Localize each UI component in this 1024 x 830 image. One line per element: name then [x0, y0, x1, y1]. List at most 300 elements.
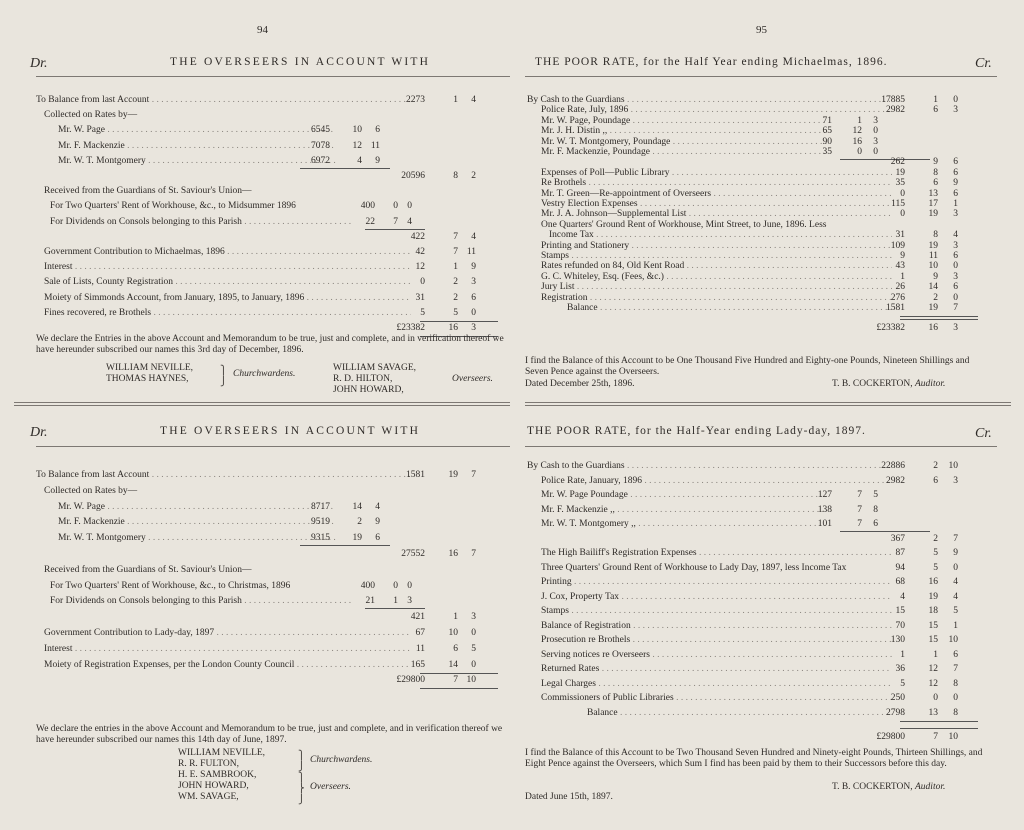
ledger-item-label: Mr. W. T. Montgomery ,, . . . — [541, 518, 827, 530]
ledger-item-label: Received from the Guardians of St. Saviour's Union— — [44, 186, 252, 197]
amount-pounds: 15 — [895, 606, 905, 616]
amount-shillings: 6 — [933, 105, 938, 116]
subtotal-amount-pence: 9 — [375, 517, 380, 528]
amount-pence: 7 — [471, 549, 476, 559]
ledger-item-label: Interest . . . — [44, 261, 411, 273]
subtotal-amount-pounds: 9519 — [311, 517, 330, 528]
amount-pence: 7 — [953, 664, 958, 674]
ledger-item-label: G. C. Whiteley, Esq. (Fees, &c.) . . . — [541, 271, 892, 283]
amount-pounds: 262 — [890, 157, 905, 168]
subtotal-amount-shillings: 12 — [352, 140, 362, 151]
ledger-item-label: Mr. W. Page . . . — [58, 124, 336, 136]
amount-pounds: £23382 — [876, 323, 905, 334]
amount-pounds: 87 — [895, 548, 905, 558]
subtotal-rule — [365, 229, 425, 230]
section1-churchwardens — [106, 363, 193, 385]
ledger-item-label: Police Rate, January, 1896 . . . — [541, 475, 892, 487]
amount-pounds: 12 — [415, 262, 425, 273]
amount-pence: 10 — [466, 675, 476, 686]
subtotal-amount-pence: 6 — [375, 125, 380, 136]
ledger-item-label: For Dividends on Consols belonging to this Parish . . . — [50, 595, 351, 607]
amount-pounds: 68 — [895, 577, 905, 587]
total-rule — [900, 728, 978, 729]
total-rule — [900, 319, 978, 320]
amount-shillings: 10 — [928, 261, 938, 272]
ledger-item-label: Fines recovered, re Brothels . . . — [44, 307, 411, 319]
subtotal-amount-shillings: 12 — [852, 126, 862, 137]
amount-pounds: 26 — [895, 282, 905, 293]
section2-header — [0, 421, 1024, 441]
amount-shillings: 8 — [933, 230, 938, 241]
brace-icon: ⎫ ⎭ — [298, 750, 305, 771]
amount-shillings: 1 — [453, 262, 458, 273]
churchwarden-name: R. R. FULTON, — [178, 759, 239, 769]
amount-pence: 3 — [471, 277, 476, 288]
page-number-left: 94 — [257, 24, 268, 36]
overseer-name: H. E. SAMBROOK, — [178, 770, 257, 780]
amount-pence: 6 — [953, 188, 958, 199]
ledger-item-label: To Balance from last Account . . . — [36, 94, 411, 106]
subtotal-amount-pence: 4 — [407, 216, 412, 227]
ledger-item-label: Mr. F. Mackenzie ,, . . . — [541, 504, 827, 516]
amount-pence: 10 — [948, 732, 958, 742]
section1-auditor-date: Dated December 25th, 1896. — [525, 379, 635, 389]
subtotal-amount-pence: 6 — [375, 533, 380, 544]
amount-shillings: 2 — [933, 461, 938, 471]
amount-pence: 4 — [953, 591, 958, 602]
amount-shillings: 14 — [928, 282, 938, 293]
ledger-item-label: Printing . . . — [541, 576, 892, 588]
subtotal-amount-pence: 0 — [873, 147, 878, 157]
subtotal-amount-pounds: 65 — [822, 126, 832, 137]
churchwarden-name: WILLIAM NEVILLE, — [106, 363, 194, 373]
subtotal-amount-pounds: 7078 — [311, 140, 330, 151]
subtotal-amount-shillings: 7 — [857, 490, 862, 500]
subtotal-rule — [300, 545, 390, 546]
subtotal-amount-pounds: 71 — [822, 115, 832, 126]
amount-shillings: 2 — [933, 533, 938, 544]
ledger-item-label: Mr. J. H. Distin ,, . . . — [541, 125, 827, 137]
amount-pounds: 31 — [415, 292, 425, 303]
amount-shillings: 19 — [448, 470, 458, 480]
amount-pence: 2 — [471, 171, 476, 181]
amount-pence: 3 — [953, 105, 958, 116]
ledger-item-label: Commissioners of Public Libraries . . . — [541, 692, 892, 704]
subtotal-amount-shillings: 0 — [857, 147, 862, 157]
ledger-item-label: Moiety of Registration Expenses, per the London County Council . . . — [44, 659, 411, 671]
subtotal-amount-pounds: 21 — [365, 596, 375, 607]
ledger-item-label: Stamps . . . — [541, 250, 892, 262]
amount-shillings: 1 — [933, 95, 938, 105]
amount-pence: 6 — [953, 167, 958, 178]
overseer-name: WM. SAVAGE, — [178, 792, 239, 802]
auditor-title: Auditor. — [915, 379, 946, 389]
section2-overseers — [178, 770, 256, 803]
subtotal-amount-pence: 6 — [873, 519, 878, 529]
amount-pence: 6 — [953, 649, 958, 660]
amount-pence: 1 — [953, 199, 958, 209]
amount-pence: 3 — [953, 475, 958, 486]
page-number-right: 95 — [756, 24, 767, 36]
amount-shillings: 2 — [933, 292, 938, 303]
overseer-name: JOHN HOWARD, — [333, 385, 404, 395]
amount-pence: 7 — [471, 470, 476, 480]
ledger-item-label: Mr. W. Page Poundage . . . — [541, 489, 827, 501]
section-divider-left — [14, 402, 510, 406]
subtotal-amount-pence: 11 — [370, 140, 380, 151]
subtotal-rule — [365, 608, 425, 609]
subtotal-amount-pence: 8 — [873, 504, 878, 515]
ledger-item-label: Mr. W. T. Montgomery . . . — [58, 155, 336, 167]
subtotal-amount-pounds: 22 — [365, 216, 375, 227]
ledger-item-label: Balance . . . — [567, 302, 892, 314]
subtotal-amount-pounds: 35 — [822, 147, 832, 157]
subtotal-amount-pounds: 90 — [822, 136, 832, 147]
amount-pounds: 17885 — [881, 95, 905, 105]
amount-shillings: 2 — [453, 277, 458, 288]
amount-pounds: 2798 — [886, 707, 905, 718]
amount-shillings: 0 — [933, 693, 938, 703]
subtotal-amount-shillings: 10 — [352, 125, 362, 136]
section1-overseers — [333, 363, 416, 396]
amount-shillings: 7 — [453, 231, 458, 242]
ledger-item-label: Jury List . . . — [541, 281, 892, 293]
overseers-label: Overseers. — [310, 782, 351, 792]
brace-icon: ⎫ ⎬ ⎭ — [298, 772, 305, 804]
subtotal-amount-pence: 5 — [873, 490, 878, 500]
amount-pounds: 22886 — [881, 461, 905, 471]
cr-label: Cr. — [975, 56, 992, 71]
amount-pounds: 19 — [895, 167, 905, 178]
ledger-item-label: Mr. T. Green—Re-appointment of Overseers . . . — [541, 188, 892, 200]
amount-pence: 0 — [471, 659, 476, 670]
subtotal-amount-pence: 9 — [375, 155, 380, 166]
subtotal-amount-pence: 0 — [407, 580, 412, 591]
dr-label: Dr. — [30, 425, 48, 440]
amount-shillings: 5 — [453, 307, 458, 318]
amount-shillings: 8 — [453, 171, 458, 181]
total-rule — [900, 316, 978, 317]
section1-title-left: THE OVERSEERS IN ACCOUNT WITH — [170, 56, 431, 68]
amount-pounds: 5 — [420, 307, 425, 318]
amount-pence: 0 — [953, 693, 958, 703]
ledger-item-label: Received from the Guardians of St. Saviour's Union— — [44, 564, 252, 575]
amount-pence: 10 — [948, 635, 958, 645]
amount-shillings: 11 — [928, 251, 938, 261]
amount-pence: 8 — [953, 678, 958, 689]
ledger-item-label: By Cash to the Guardians . . . — [527, 460, 892, 472]
amount-shillings: 13 — [928, 707, 938, 718]
amount-pounds: 35 — [895, 178, 905, 189]
ledger-item-label: For Two Quarters' Rent of Workhouse, &c., to Midsummer 1896 — [50, 201, 296, 212]
subtotal-amount-shillings: 2 — [357, 517, 362, 528]
amount-shillings: 16 — [928, 577, 938, 587]
overseers-label: Overseers. — [452, 374, 493, 384]
amount-shillings: 8 — [933, 167, 938, 178]
ledger-item-label: Mr. F. Mackenzie . . . — [58, 140, 336, 152]
section1-auditor-statement: I find the Balance of this Account to be One Thousand Five Hundred and Eighty-one Pounds, Nineteen Shillings and Seven Pence against the Overseers. — [525, 356, 970, 377]
subtotal-amount-pence: 4 — [375, 501, 380, 512]
overseer-name: R. D. HILTON, — [333, 374, 393, 384]
dr-label: Dr. — [30, 56, 48, 71]
subtotal-amount-shillings: 19 — [352, 533, 362, 544]
ledger-item-label: Balance of Registration . . . — [541, 620, 892, 632]
amount-pence: 3 — [953, 271, 958, 282]
amount-shillings: 16 — [448, 549, 458, 559]
amount-pounds: 20596 — [401, 171, 425, 181]
amount-pounds: 0 — [420, 277, 425, 288]
amount-pounds: 165 — [410, 659, 425, 670]
amount-pence: 6 — [953, 251, 958, 261]
amount-pounds: 31 — [895, 230, 905, 241]
brace-icon: ⎫ ⎭ — [220, 365, 227, 386]
amount-shillings: 15 — [928, 620, 938, 631]
section-divider-right — [525, 402, 1011, 406]
ledger-item-label: Police Rate, July, 1896 . . . — [541, 104, 892, 116]
amount-pounds: 5 — [900, 678, 905, 689]
section1-header — [0, 52, 1024, 72]
amount-pounds: 4 — [900, 591, 905, 602]
ledger-item-label: Printing and Stationery . . . — [541, 240, 892, 252]
ledger-item-label: Prosecution re Brothels . . . — [541, 634, 892, 646]
subtotal-amount-shillings: 14 — [352, 501, 362, 512]
amount-pounds: 94 — [895, 562, 905, 573]
amount-pence: 6 — [953, 282, 958, 293]
amount-pounds: 421 — [410, 612, 425, 623]
section1-declaration: We declare the Entries in the above Account and Memorandum to be true, just and complete, and in verification thereof we have hereunder subscribed our names this 3rd day of December, 1896. — [36, 334, 504, 355]
ledger-item-label: Stamps . . . — [541, 605, 892, 617]
amount-pence: 0 — [471, 307, 476, 318]
amount-shillings: 16 — [448, 323, 458, 333]
ledger-item-label: Mr. W. T. Montgomery, Poundage . . . — [541, 136, 827, 148]
amount-shillings: 19 — [928, 209, 938, 220]
amount-pounds: 36 — [895, 664, 905, 674]
amount-pounds: £29800 — [876, 732, 905, 742]
amount-shillings: 5 — [933, 548, 938, 558]
overseer-name: WILLIAM SAVAGE, — [333, 363, 417, 373]
churchwardens-label: Churchwardens. — [310, 755, 373, 765]
ledger-item-label: Expenses of Poll—Public Library . . . — [541, 167, 892, 179]
amount-shillings: 9 — [933, 157, 938, 168]
ledger-item-label: One Quarters' Ground Rent of Workhouse, Mint Street, to June, 1896. Less — [541, 219, 827, 230]
amount-pounds: 43 — [895, 261, 905, 272]
subtotal-rule — [300, 168, 390, 169]
subtotal-amount-pence: 0 — [873, 126, 878, 137]
ledger-item-label: Government Contribution to Lady-day, 1897 . . . — [44, 627, 411, 639]
subtotal-amount-shillings: 0 — [393, 580, 398, 591]
ledger-item-label: For Dividends on Consols belonging to this Parish . . . — [50, 216, 351, 228]
auditor-name: T. B. COCKERTON, — [832, 379, 913, 389]
subtotal-amount-pence: 3 — [873, 115, 878, 126]
amount-pence: 0 — [953, 261, 958, 272]
section1-rule-right — [525, 76, 997, 77]
ledger-item-label: Collected on Rates by— — [44, 110, 138, 121]
ledger-item-label: J. Cox, Property Tax . . . — [541, 591, 892, 603]
amount-pence: 7 — [953, 533, 958, 544]
amount-shillings: 12 — [928, 678, 938, 689]
amount-pence: 8 — [953, 707, 958, 718]
section2-auditor-date: Dated June 15th, 1897. — [525, 792, 613, 802]
section1-title-right: THE POOR RATE, for the Half Year ending Michaelmas, 1896. — [535, 56, 888, 68]
ledger-item-label: Sale of Lists, County Registration . . . — [44, 276, 411, 288]
amount-shillings: 6 — [933, 178, 938, 189]
ledger-item-label: Moiety of Simmonds Account, from January, 1895, to January, 1896 . . . — [44, 292, 411, 304]
subtotal-amount-pounds: 138 — [817, 504, 832, 515]
amount-shillings: 5 — [933, 562, 938, 573]
amount-shillings: 1 — [453, 612, 458, 623]
cr-label: Cr. — [975, 426, 992, 441]
ledger-item-label: Serving notices re Overseers . . . — [541, 649, 892, 661]
amount-pounds: 9 — [900, 251, 905, 261]
section2-title-left: THE OVERSEERS IN ACCOUNT WITH — [160, 425, 421, 437]
amount-shillings: 7 — [933, 732, 938, 742]
amount-shillings: 9 — [933, 271, 938, 282]
subtotal-amount-shillings: 1 — [857, 115, 862, 126]
amount-pence: 11 — [466, 247, 476, 257]
amount-pounds: 1 — [900, 649, 905, 660]
amount-pence: 4 — [953, 230, 958, 241]
amount-pence: 0 — [953, 95, 958, 105]
amount-shillings: 17 — [928, 199, 938, 209]
subtotal-amount-pounds: 6972 — [311, 155, 330, 166]
amount-shillings: 1 — [453, 95, 458, 105]
subtotal-amount-pounds: 101 — [817, 519, 832, 529]
section2-churchwardens — [178, 748, 265, 770]
churchwarden-name: THOMAS HAYNES, — [106, 374, 189, 384]
amount-pounds: 2982 — [886, 105, 905, 116]
amount-pounds: 130 — [890, 635, 905, 645]
ledger-item-label: Mr. W. T. Montgomery . . . — [58, 532, 336, 544]
amount-pounds: £23382 — [396, 323, 425, 333]
amount-pence: 0 — [471, 628, 476, 638]
subtotal-amount-pence: 0 — [407, 201, 412, 212]
amount-pence: 9 — [953, 548, 958, 558]
ledger-item-label: Rates refunded on 84, Old Kent Road . . . — [541, 260, 892, 272]
ledger-item-label: Balance . . . — [587, 707, 892, 719]
amount-pence: 0 — [953, 562, 958, 573]
ledger-item-label: Mr. W. Page, Poundage . . . — [541, 115, 827, 127]
amount-shillings: 1 — [933, 649, 938, 660]
ledger-item-label: Legal Charges . . . — [541, 678, 892, 690]
section2-rule-right — [525, 446, 997, 447]
amount-shillings: 18 — [928, 606, 938, 616]
amount-pence: 9 — [471, 262, 476, 273]
subtotal-amount-shillings: 1 — [393, 596, 398, 607]
amount-pence: 6 — [953, 157, 958, 168]
subtotal-amount-shillings: 16 — [852, 136, 862, 147]
subtotal-amount-pounds: 9315 — [311, 533, 330, 544]
ledger-item-label: Mr. F. Mackenzie, Poundage . . . — [541, 146, 827, 158]
amount-pence: 9 — [953, 178, 958, 189]
subtotal-amount-pounds: 400 — [360, 201, 375, 212]
ledger-item-label: Government Contribution to Michaelmas, 1896 . . . — [44, 246, 411, 258]
amount-pence: 1 — [953, 620, 958, 631]
amount-shillings: 10 — [448, 628, 458, 638]
subtotal-amount-pounds: 6545 — [311, 125, 330, 136]
amount-shillings: 7 — [453, 675, 458, 686]
amount-shillings: 6 — [933, 475, 938, 486]
ledger-item-label: Vestry Election Expenses . . . — [541, 198, 892, 210]
auditor-name: T. B. COCKERTON, — [832, 782, 913, 792]
amount-pence: 3 — [953, 323, 958, 334]
amount-pence: 3 — [953, 209, 958, 220]
subtotal-amount-shillings: 7 — [857, 504, 862, 515]
subtotal-amount-pence: 3 — [873, 136, 878, 147]
amount-pounds: 109 — [890, 240, 905, 251]
subtotal-amount-shillings: 4 — [357, 155, 362, 166]
amount-pence: 3 — [471, 323, 476, 333]
ledger-item-label: Three Quarters' Ground Rent of Workhouse to Lady Day, 1897, less Income Tax — [541, 562, 847, 573]
amount-pence: 10 — [948, 461, 958, 471]
ledger-item-label: Re Brothels . . . — [541, 177, 892, 189]
amount-shillings: 2 — [453, 292, 458, 303]
amount-pence: 4 — [471, 231, 476, 242]
amount-pounds: 0 — [900, 188, 905, 199]
amount-shillings: 15 — [928, 635, 938, 645]
amount-pounds: 27552 — [401, 549, 425, 559]
amount-pounds: 70 — [895, 620, 905, 631]
amount-shillings: 6 — [453, 643, 458, 654]
section2-title-right: THE POOR RATE, for the Half-Year ending Lady-day, 1897. — [527, 425, 866, 437]
subtotal-amount-pounds: 127 — [817, 490, 832, 500]
section2-declaration: We declare the entries in the above Account and Memorandum to be true, just and complete, and in verification thereof we have hereunder subscribed our names this 14th day of June, 1897. — [36, 724, 503, 745]
ledger-item-label: Collected on Rates by— — [44, 485, 138, 496]
amount-pence: 0 — [953, 292, 958, 303]
churchwarden-name: WILLIAM NEVILLE, — [178, 748, 266, 758]
amount-pence: 3 — [953, 240, 958, 251]
total-rule — [900, 721, 978, 722]
amount-pence: 5 — [471, 643, 476, 654]
ledger-item-label: Mr. J. A. Johnson—Supplemental List . . . — [541, 208, 892, 220]
amount-pence: 4 — [953, 577, 958, 587]
overseer-name: JOHN HOWARD, — [178, 781, 249, 791]
subtotal-amount-shillings: 0 — [393, 201, 398, 212]
section1-auditor-name — [832, 379, 945, 390]
ledger-item-label: Mr. F. Mackenzie . . . — [58, 516, 336, 528]
amount-pounds: 67 — [415, 628, 425, 638]
section2-auditor-name — [832, 782, 945, 793]
ledger-item-label: To Balance from last Account . . . — [36, 469, 411, 481]
amount-pounds: £29800 — [396, 675, 425, 686]
amount-shillings: 12 — [928, 664, 938, 674]
amount-pounds: 2273 — [406, 95, 425, 105]
amount-pounds: 276 — [890, 292, 905, 303]
amount-pounds: 0 — [900, 209, 905, 220]
ledger-item-label: For Two Quarters' Rent of Workhouse, &c., to Christmas, 1896 — [50, 580, 291, 591]
amount-pence: 4 — [471, 95, 476, 105]
amount-pounds: 1581 — [886, 303, 905, 313]
amount-shillings: 13 — [928, 188, 938, 199]
amount-pounds: 1 — [900, 271, 905, 282]
ledger-item-label: Income Tax . . . — [549, 229, 892, 241]
auditor-title: Auditor. — [915, 782, 946, 792]
amount-shillings: 16 — [928, 323, 938, 334]
ledger-item-label: Mr. W. Page . . . — [58, 501, 336, 513]
amount-pounds: 422 — [410, 231, 425, 242]
amount-pence: 5 — [953, 606, 958, 616]
amount-pence: 3 — [471, 612, 476, 623]
amount-pounds: 42 — [415, 247, 425, 257]
subtotal-amount-pence: 3 — [407, 596, 412, 607]
amount-pounds: 11 — [415, 643, 425, 654]
amount-shillings: 19 — [928, 303, 938, 313]
amount-shillings: 19 — [928, 240, 938, 251]
amount-shillings: 14 — [448, 659, 458, 670]
ledger-item-label: Returned Rates . . . — [541, 663, 892, 675]
subtotal-amount-shillings: 7 — [393, 216, 398, 227]
subtotal-amount-pounds: 8717 — [311, 501, 330, 512]
churchwardens-label: Churchwardens. — [233, 369, 296, 379]
